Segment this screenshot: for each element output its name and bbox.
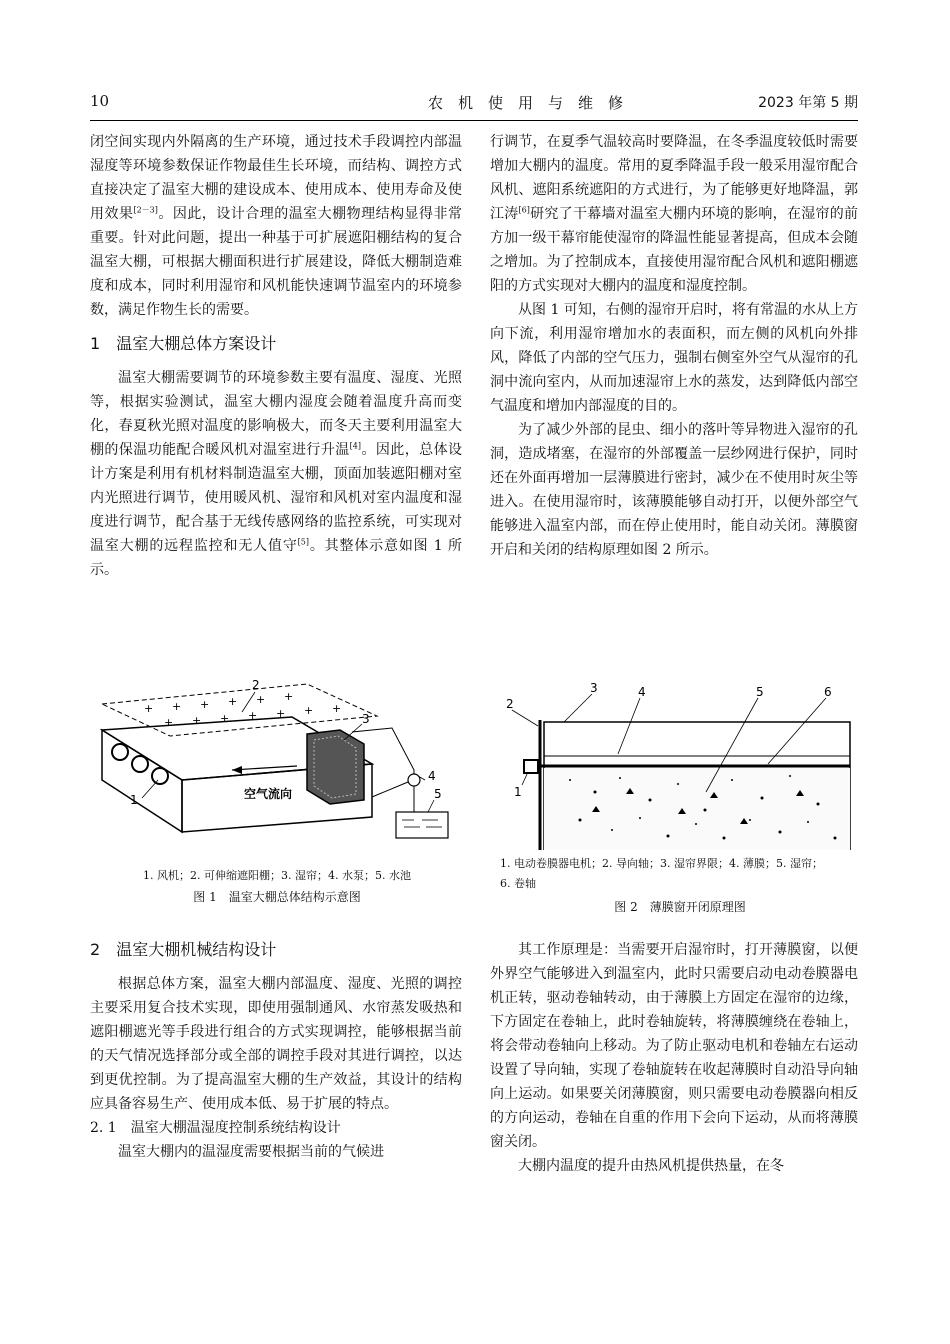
fig2-label-1: 1 — [514, 785, 522, 799]
paragraph-right-4: 其工作原理是：当需要开启湿帘时，打开薄膜窗，以便外界空气能够进入到温室内，此时只需要启动电动卷膜器电机正转，驱动卷轴转动，由于薄膜上方固定在湿帘的边缘，下方固定在卷轴上，此时卷轴旋转，将薄膜缠绕在卷轴上，将会带动卷轴向上移动。为了防止驱动电机和卷轴左右运动设置了导向轴，实现了卷轴旋转在收起薄膜时自动沿导向轴向上运动。如果要关闭薄膜窗，则只需要电动卷膜器向相反的方向运动，卷轴在自重的作用下会向下运动，从而将薄膜窗关闭。 — [490, 942, 858, 1150]
fig1-label-5: 5 — [434, 787, 442, 801]
paragraph-right-1: 行调节，在夏季气温较高时要降温，在冬季温度较低时需要增加大棚内的温度。常用的夏季降温手段一般采用湿帘配合风机、遮阳系统遮阳的方式进行，为了能够更好地降温，郭江涛[6]研究了干幕墙对温室大棚内环境的影响，在湿帘的前方加一级干幕帘能使湿帘的降温性能显著提高，但成本会随之增加。为了控制成本，直接使用湿帘配合风机和遮阳棚遮阳的方式实现对大棚内的温度和湿度控制。 — [490, 134, 859, 294]
issue-label: 2023 年第 5 期 — [758, 95, 858, 111]
paragraph-section-1: 温室大棚需要调节的环境参数主要有温度、湿度、光照等，根据实验测试，温室大棚内湿度会随着温度升高而变化，春夏秋光照对温度的影响极大，而冬天主要利用温室大棚的保温功能配合暖风机对温室进行升温[4]。因此，总体设计方案是利用有机材料制造温室大棚，顶面加装遮阳棚对室内光照进行调节，使用暖风机、湿帘和风机对室内温度和湿度进行调节，配合基于无线传感网络的监控系统，可实现对温室大棚的远程监控和无人值守[5]。其整体示意如图 1 所示。 — [90, 370, 462, 578]
left-column-lower — [90, 938, 462, 1164]
svg-text:+: + — [248, 709, 258, 722]
left-column-upper — [90, 130, 462, 582]
paragraph-section-2-1: 温室大棚内的温湿度需要根据当前的气候进 — [118, 1144, 384, 1160]
fig1-label-4: 4 — [428, 769, 436, 783]
section-2-heading: 2 温室大棚机械结构设计 — [90, 940, 277, 959]
fig1-water-pool — [396, 812, 448, 838]
fig1-airflow-label: 空气流向 — [244, 787, 293, 801]
fig1-return-pipe — [372, 782, 408, 797]
fig2-label-3: 3 — [590, 681, 598, 695]
paragraph-right-5: 大棚内温度的提升由热风机提供热量，在冬 — [518, 1158, 784, 1174]
fig2-label-6: 6 — [824, 685, 832, 699]
page-number: 10 — [90, 92, 110, 110]
figure-2-diagram — [500, 680, 860, 850]
figure-1-title: 图 1 温室大棚总体结构示意图 — [193, 890, 361, 904]
fig2-label-5: 5 — [756, 685, 764, 699]
figure-2-title: 图 2 薄膜窗开闭原理图 — [614, 900, 746, 914]
header-rule — [90, 120, 858, 121]
svg-text:+: + — [172, 700, 182, 713]
figure-1-diagram — [92, 672, 462, 864]
figure-1-legend: 1. 风机；2. 可伸缩遮阳棚；3. 湿帘；4. 水泵；5. 水池 — [143, 869, 411, 882]
figure-2-legend: 1. 电动卷膜器电机；2. 导向轴；3. 湿帘界限；4. 薄膜；5. 湿帘； 6. 卷轴 — [500, 857, 823, 890]
right-column-upper — [490, 130, 858, 562]
svg-text:+: + — [304, 704, 314, 717]
fig1-label-3: 3 — [362, 712, 370, 726]
svg-text:+: + — [276, 707, 286, 720]
fig1-sunshade-plus-marks — [144, 690, 341, 729]
fig1-wet-curtain — [307, 730, 364, 804]
section-2-1-heading: 2. 1 温室大棚温湿度控制系统结构设计 — [90, 1120, 341, 1136]
right-column-lower — [490, 938, 858, 1178]
section-1-heading: 1 温室大棚总体方案设计 — [90, 334, 277, 353]
svg-text:+: + — [228, 695, 238, 708]
svg-text:+: + — [256, 693, 266, 706]
paragraph-section-2: 根据总体方案，温室大棚内部温度、湿度、光照的调控主要采用复合技术实现，即使用强制通风、水帘蒸发吸热和遮阳棚遮光等手段进行组合的方式实现调控，能够根据当前的天气情况选择部分或全部的调控手段对其进行调控，以达到更优控制。为了提高温室大棚的生产效益，其设计的结构应具备容易生产、使用成本低、易于扩展的特点。 — [90, 976, 462, 1112]
paragraph-right-3: 为了减少外部的昆虫、细小的落叶等异物进入湿帘的孔洞，造成堵塞，在湿帘的外部覆盖一层纱网进行保护，同时还在外面再增加一层薄膜进行密封，减少在不使用时灰尘等进入。在使用湿帘时，该薄膜能够自动打开，以便外部空气能够进入温室内部，而在停止使用时，能自动关闭。薄膜窗开启和关闭的结构原理如图 2 所示。 — [490, 422, 858, 558]
running-header — [90, 92, 858, 116]
paragraph-intro: 闭空间实现内外隔离的生产环境，通过技术手段调控内部温湿度等环境参数保证作物最佳生长环境，而结构、调控方式直接决定了温室大棚的建设成本、使用成本、使用寿命及使用效果[2－3]。因此，设计合理的温室大棚物理结构显得非常重要。针对此问题，提出一种基于可扩展遮阳棚结构的复合温室大棚，可根据大棚面积进行扩展建设，降低大棚制造难度和成本，同时利用湿帘和风机能快速调节温室内的环境参数，满足作物生长的需要。 — [90, 134, 463, 318]
fig1-label-1: 1 — [130, 793, 138, 807]
svg-text:+: + — [220, 712, 230, 725]
svg-text:+: + — [192, 714, 202, 727]
fig2-label-2: 2 — [506, 697, 514, 711]
paragraph-right-2: 从图 1 可知，右侧的湿帘开启时，将有常温的水从上方向下流，利用湿帘增加水的表面积，而左侧的风机向外排风，降低了内部的空气压力，强制右侧室外空气从湿帘的孔洞中流向室内，从而加速湿帘上水的蒸发，达到降低内部空气温度和增加内部湿度的目的。 — [490, 302, 858, 414]
svg-text:+: + — [164, 716, 174, 729]
fig2-wet-curtain — [544, 768, 850, 850]
svg-text:+: + — [144, 702, 154, 715]
svg-text:+: + — [332, 702, 342, 715]
fig2-motor — [524, 760, 538, 773]
fig2-label-4: 4 — [638, 685, 646, 699]
svg-text:+: + — [200, 698, 210, 711]
journal-title: 农机使用与维修 — [428, 94, 639, 112]
fig1-label-2: 2 — [252, 678, 260, 692]
svg-text:+: + — [284, 690, 294, 703]
